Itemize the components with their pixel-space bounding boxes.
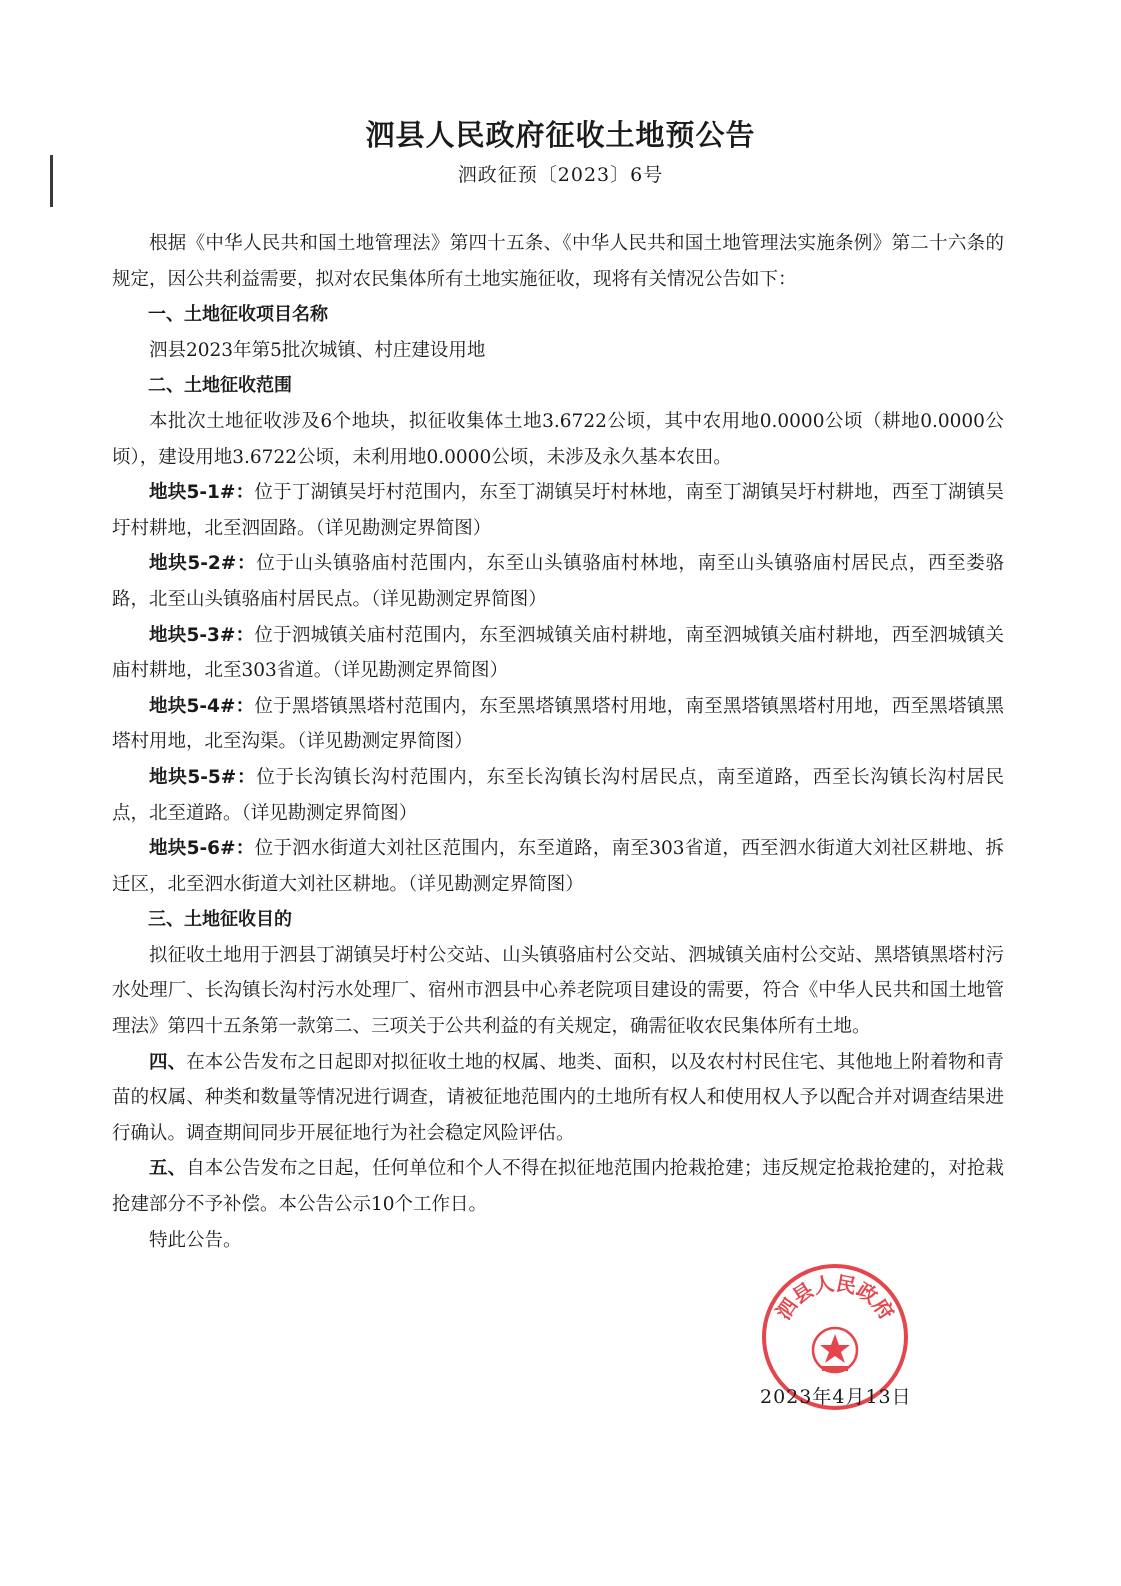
section-1-text: 泗县2023年第5批次城镇、村庄建设用地 (149, 339, 486, 361)
issue-date: 2023年4月13日 (760, 1386, 912, 1408)
plot-description: 位于丁湖镇吴圩村范围内，东至丁湖镇吴圩村林地，南至丁湖镇吴圩村耕地，西至丁湖镇吴圩村耕地，北至泗固路。（详见勘测定界简图） (112, 482, 1004, 539)
plot-label: 地块5-2#： (149, 553, 257, 575)
section-2-heading: 二、土地征收范围 (148, 375, 292, 397)
section-4-paragraph (112, 1045, 1004, 1152)
seal-text: 泗县人民政府 (770, 1270, 900, 1325)
plot-label: 地块5-3#： (149, 624, 255, 646)
closing-remark: 特此公告。 (149, 1229, 242, 1251)
plot-paragraph (112, 475, 1004, 546)
plot-label: 地块5-5#： (149, 766, 257, 788)
plot-paragraph (112, 831, 1004, 902)
plot-label: 地块5-4#： (149, 695, 255, 717)
section-5-paragraph (112, 1151, 1004, 1222)
section-5-text: 自本公告发布之日起，任何单位和个人不得在拟征地范围内抢栽抢建；违反规定抢栽抢建的，对抢栽抢建部分不予补偿。本公告公示10个工作日。 (112, 1158, 1004, 1216)
emblem-icon (813, 1328, 857, 1372)
section-2-text: 本批次土地征收涉及6个地块，拟征收集体土地3.6722公顷，其中农用地0.0000公顷（耕地0.0000公顷），建设用地3.6722公顷，未利用地0.0000公顷，未涉及永久基本农田。 (112, 410, 1004, 468)
plot-description: 位于泗城镇关庙村范围内，东至泗城镇关庙村耕地，南至泗城镇关庙村耕地，西至泗城镇关庙村耕地，北至303省道。（详见勘测定界简图） (112, 624, 1004, 682)
plot-paragraph (112, 689, 1004, 760)
plot-paragraph (112, 618, 1004, 689)
section-3-heading: 三、土地征收目的 (148, 909, 292, 931)
section-1-heading: 一、土地征收项目名称 (148, 304, 328, 326)
plot-paragraph (112, 546, 1004, 617)
intro-paragraph: 根据《中华人民共和国土地管理法》第四十五条、《中华人民共和国土地管理法实施条例》第二十六条的规定，因公共利益需要，拟对农民集体所有土地实施征收，现将有关情况公告如下： (112, 233, 1004, 290)
section-4-text: 在本公告发布之日起即对拟征收土地的权属、地类、面积，以及农村村民住宅、其他地上附着物和青苗的权属、种类和数量等情况进行调查，请被征地范围内的土地所有权人和使用权人予以配合并对调查结果进行确认。调查期间同步开展征地行为社会稳定风险评估。 (112, 1051, 1004, 1144)
document-number: 泗政征预〔2023〕6号 (457, 164, 664, 186)
plot-description: 位于泗水街道大刘社区范围内，东至道路，南至303省道，西至泗水街道大刘社区耕地、拆迁区，北至泗水街道大刘社区耕地。（详见勘测定界简图） (112, 838, 1004, 895)
plot-description: 位于长沟镇长沟村范围内，东至长沟镇长沟村居民点，南至道路，西至长沟镇长沟村居民点，北至道路。（详见勘测定界简图） (112, 766, 1004, 824)
section-5-number: 五、 (149, 1158, 187, 1180)
section-4-number: 四、 (149, 1051, 187, 1073)
plot-paragraph (112, 760, 1004, 831)
notice-title: 泗县人民政府征收土地预公告 (365, 118, 756, 152)
section-3-text: 拟征收土地用于泗县丁湖镇吴圩村公交站、山头镇骆庙村公交站、泗城镇关庙村公交站、黑塔镇黑塔村污水处理厂、长沟镇长沟村污水处理厂、宿州市泗县中心养老院项目建设的需要，符合《中华人民共和国土地管理法》第四十五条第一款第二、三项关于公共利益的有关规定，确需征收农民集体所有土地。 (112, 944, 1004, 1038)
notice-body (112, 226, 1004, 1258)
plot-description: 位于黑塔镇黑塔村范围内，东至黑塔镇黑塔村用地，南至黑塔镇黑塔村用地，西至黑塔镇黑塔村用地，北至沟渠。（详见勘测定界简图） (112, 695, 1004, 753)
plot-description: 位于山头镇骆庙村范围内，东至山头镇骆庙村林地，南至山头镇骆庙村居民点，西至娄骆路，北至山头镇骆庙村居民点。（详见勘测定界简图） (112, 553, 1004, 610)
plot-label: 地块5-6#： (149, 838, 255, 860)
plot-label: 地块5-1#： (149, 482, 255, 504)
